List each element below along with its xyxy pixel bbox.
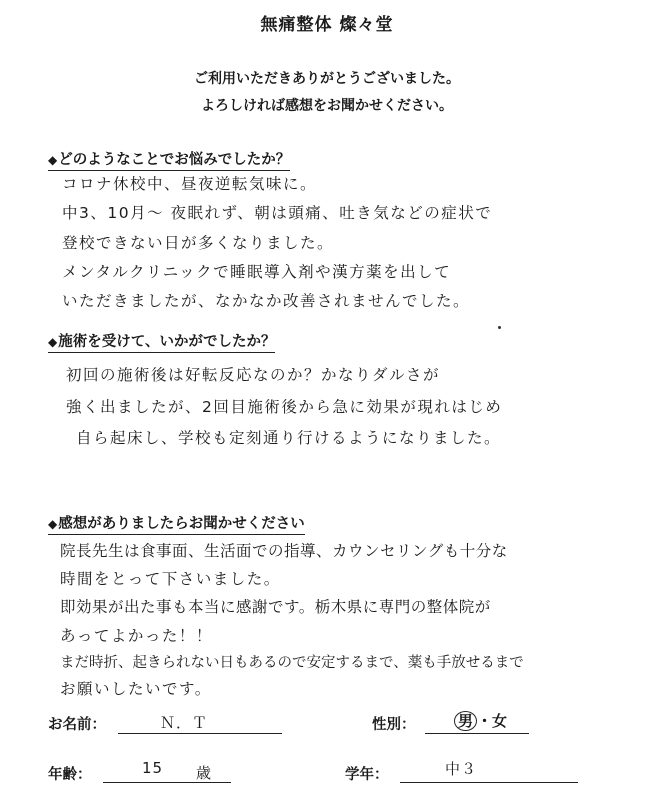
answer-3-line-6: お願いしたいです。: [60, 680, 212, 698]
answer-3-line-3: 即効果が出た事も本当に感謝です。栃木県に専門の整体院が: [60, 598, 491, 616]
answer-3-line-2: 時間をとって下さいました。: [60, 570, 281, 588]
name-label: お名前：: [48, 717, 106, 733]
question-3-text: 感想がありましたらお聞かせください: [58, 516, 305, 532]
gender-label: 性別：: [372, 717, 416, 733]
gender-underline: [425, 733, 529, 734]
question-1-text: どのようなことでお悩みでしたか？: [58, 152, 291, 168]
answer-1-line-5: いただきましたが、なかなか改善されませんでした。: [62, 292, 471, 310]
answer-1-line-4: メンタルクリニックで睡眠導入剤や漢方薬を出して: [62, 263, 452, 281]
question-2: [48, 330, 275, 353]
diamond-bullet-icon: ◆: [48, 153, 58, 167]
question-2-text: 施術を受けて、いかがでしたか？: [58, 334, 276, 350]
question-1: [48, 148, 290, 171]
answer-2-line-2: 強く出ましたが、2回目施術後から急に効果が現れはじめ: [66, 398, 503, 416]
grade-value: 中３: [445, 760, 478, 778]
answer-3-line-5: まだ時折、起きられない日もあるので安定するまで、薬も手放せるまで: [60, 655, 524, 671]
name-underline: [118, 733, 282, 734]
gender-female: 女: [492, 712, 508, 730]
age-unit: 歳: [196, 764, 213, 782]
diamond-bullet-icon: ◆: [48, 517, 58, 531]
grade-label: 学年：: [345, 767, 389, 783]
gender-options: [454, 710, 507, 731]
survey-title: 無痛整体 燦々堂: [260, 15, 394, 35]
answer-1-line-3: 登校できない日が多くなりました。: [62, 234, 335, 252]
greeting-line-2: よろしければ感想をお聞かせください。: [201, 98, 453, 114]
answer-3-line-4: あってよかった！！: [60, 627, 213, 645]
answer-3-line-1: 院長先生は食事面、生活面での指導、カウンセリングも十分な: [60, 542, 508, 560]
diamond-bullet-icon: ◆: [48, 335, 58, 349]
grade-underline: [400, 782, 578, 783]
age-value: 15: [142, 759, 164, 777]
gender-male-selected: 男: [454, 711, 477, 731]
gender-separator: ・: [477, 712, 493, 730]
greeting-line-1: ご利用いただきありがとうございました。: [194, 71, 460, 87]
age-label: 年齢：: [48, 767, 92, 783]
answer-1-line-1: コロナ休校中、昼夜逆転気味に。: [62, 175, 318, 193]
pen-dot: [498, 326, 501, 329]
answer-2-line-3: 自ら起床し、学校も定刻通り行けるようになりました。: [76, 429, 502, 447]
question-3: [48, 512, 305, 535]
age-underline: [103, 782, 231, 783]
answer-2-line-1: 初回の施術後は好転反応なのか？かなりダルさが: [66, 366, 441, 384]
answer-1-line-2: 中3、10月～ 夜眠れず、朝は頭痛、吐き気などの症状で: [62, 204, 493, 222]
name-value: Ｎ．Ｔ: [160, 714, 209, 732]
